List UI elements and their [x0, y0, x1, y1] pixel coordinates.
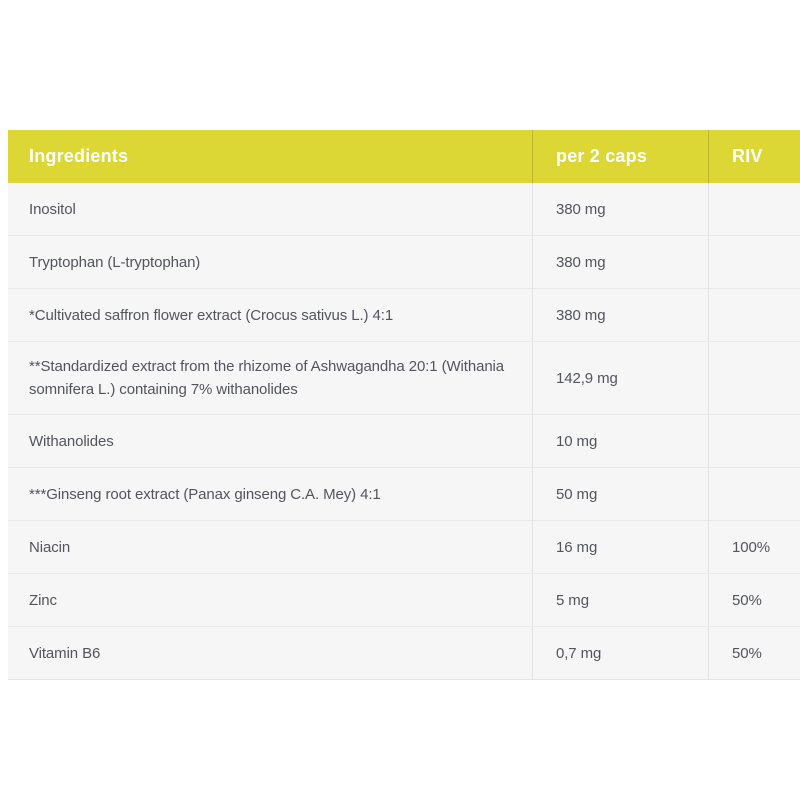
table-row [8, 467, 800, 520]
table-row [8, 235, 800, 288]
amount-cell: 50 mg [532, 468, 708, 520]
table-row [8, 520, 800, 573]
header-riv: RIV [708, 130, 800, 183]
riv-cell [708, 236, 800, 288]
table-row [8, 341, 800, 414]
riv-cell [708, 468, 800, 520]
table-header [8, 130, 800, 183]
table-row [8, 183, 800, 235]
amount-cell: 380 mg [532, 289, 708, 341]
ingredient-cell: Inositol [29, 200, 76, 218]
amount-cell: 142,9 mg [532, 342, 708, 414]
amount-cell: 380 mg [532, 183, 708, 235]
ingredients-table [8, 130, 800, 680]
table-row [8, 288, 800, 341]
amount-cell: 380 mg [532, 236, 708, 288]
table-row [8, 414, 800, 467]
amount-cell: 10 mg [532, 415, 708, 467]
riv-cell: 50% [708, 574, 800, 626]
ingredient-cell: Vitamin B6 [29, 644, 101, 662]
riv-cell [708, 183, 800, 235]
header-ingredients: Ingredients [29, 146, 129, 166]
header-per-2-caps: per 2 caps [532, 130, 708, 183]
table-header-row [8, 130, 800, 183]
riv-cell: 100% [708, 521, 800, 573]
amount-cell: 5 mg [532, 574, 708, 626]
riv-cell [708, 415, 800, 467]
ingredient-cell: Withanolides [29, 432, 114, 450]
table-row [8, 626, 800, 679]
ingredient-cell: Niacin [29, 538, 71, 556]
ingredient-cell: **Standardized extract from the rhizome of Ashwagandha 20:1 (Withania somnifera L.) containing 7% withanolides [29, 358, 505, 398]
riv-cell [708, 289, 800, 341]
amount-cell: 16 mg [532, 521, 708, 573]
amount-cell: 0,7 mg [532, 627, 708, 679]
riv-cell: 50% [708, 627, 800, 679]
ingredient-cell: Zinc [29, 591, 57, 609]
ingredient-cell: ***Ginseng root extract (Panax ginseng C.A. Mey) 4:1 [29, 485, 381, 503]
table-body [8, 183, 800, 679]
ingredient-cell: *Cultivated saffron flower extract (Crocus sativus L.) 4:1 [29, 306, 394, 324]
ingredient-cell: Tryptophan (L-tryptophan) [29, 253, 201, 271]
riv-cell [708, 342, 800, 414]
table-row [8, 573, 800, 626]
